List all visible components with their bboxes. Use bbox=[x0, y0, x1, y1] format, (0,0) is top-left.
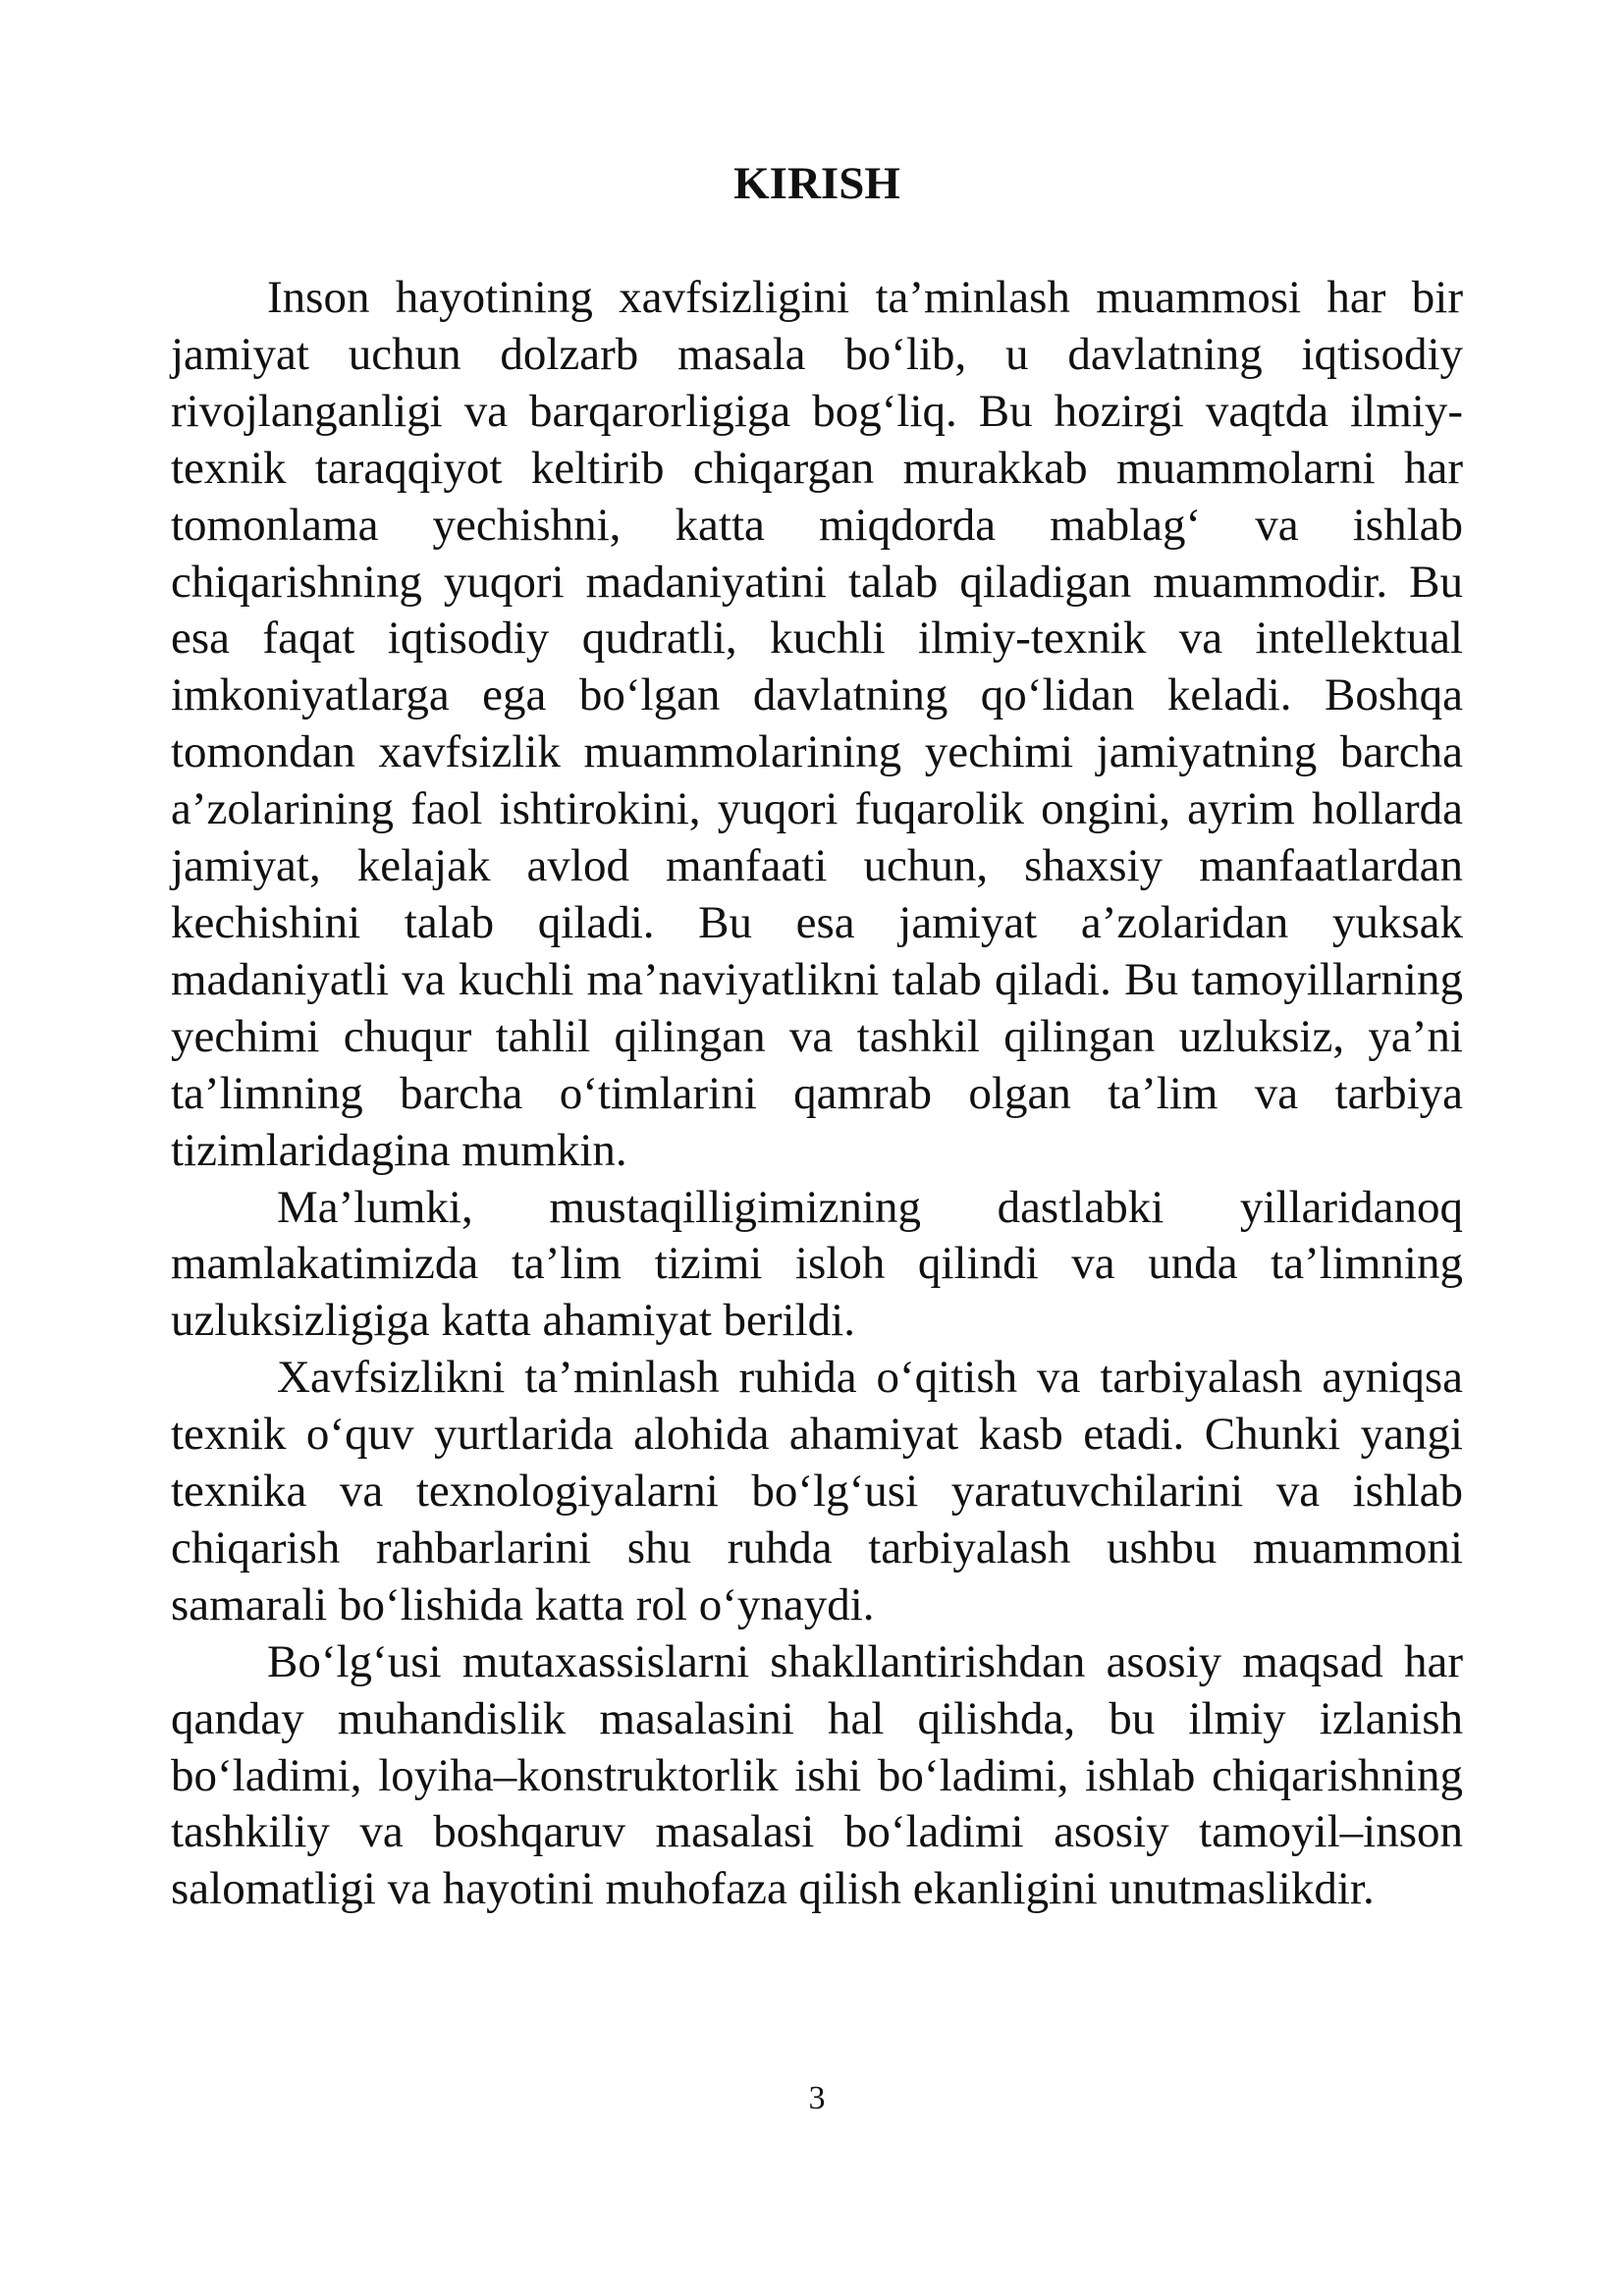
paragraph-3: Xavfsizlikni ta’minlash ruhida o‘qitish va tarbiyalash ayniqsa texnik o‘quv yurtlarida alohida ahamiyat kasb etadi. Chunki yangi texnika va texnologiyalarni bo‘lg‘usi yaratuvchilarini va ishlab chiqarish rahbarlarini shu ruhda tarbiyalash ushbu muammoni samarali bo‘lishida katta rol o‘ynaydi. bbox=[171, 1352, 1463, 1630]
paragraph-4: Bo‘lg‘usi mutaxassislarni shakllantirishdan asosiy maqsad har qanday muhandislik masalasini hal qilishda, bu ilmiy izlanish bo‘ladimi, loyiha–konstruktorlik ishi bo‘ladimi, ishlab chiqarishning tashkiliy va boshqaruv masalasi bo‘ladimi asosiy tamoyil–inson salomatligi va hayotini muhofaza qilish ekanligini unutmaslikdir. bbox=[171, 1635, 1463, 1915]
paragraph-2: Ma’lumki, mustaqilligimizning dastlabki yillaridanoq mamlakatimizda ta’lim tizimi isloh qilindi va unda ta’limning uzluksizligiga katta ahamiyat berildi. bbox=[171, 1181, 1463, 1347]
body-text bbox=[171, 270, 1463, 1918]
page-title: KIRISH bbox=[733, 158, 900, 209]
page-number: 3 bbox=[808, 2080, 826, 2116]
paragraph-1: Inson hayotining xavfsizligini ta’minlash muammosi har bir jamiyat uchun dolzarb masala bo‘lib, u davlatning iqtisodiy rivojlanganligi va barqarorligiga bog‘liq. Bu hozirgi vaqtda ilmiy-texnik taraqqiyot keltirib chiqargan murakkab muammolarni har tomonlama yechishni, katta miqdorda mablag‘ va ishlab chiqarishning yuqori madaniyatini talab qiladigan muammodir. Bu esa faqat iqtisodiy qudratli, kuchli ilmiy-texnik va intellektual imkoniyatlarga ega bo‘lgan davlatning qo‘lidan keladi. Boshqa tomondan xavfsizlik muammolarining yechimi jamiyatning barcha a’zolarining faol ishtirokini, yuqori fuqarolik ongini, ayrim hollarda jamiyat, kelajak avlod manfaati uchun, shaxsiy manfaatlardan kechishini talab qiladi. Bu esa jamiyat a’zolaridan yuksak madaniyatli va kuchli ma’naviyatlikni talab qiladi. Bu tamoyillarning yechimi chuqur tahlil qilingan va tashkil qilingan uzluksiz, ya’ni ta’limning barcha o‘timlarini qamrab olgan ta’lim va tarbiya tizimlaridagina mumkin. bbox=[171, 272, 1463, 1176]
